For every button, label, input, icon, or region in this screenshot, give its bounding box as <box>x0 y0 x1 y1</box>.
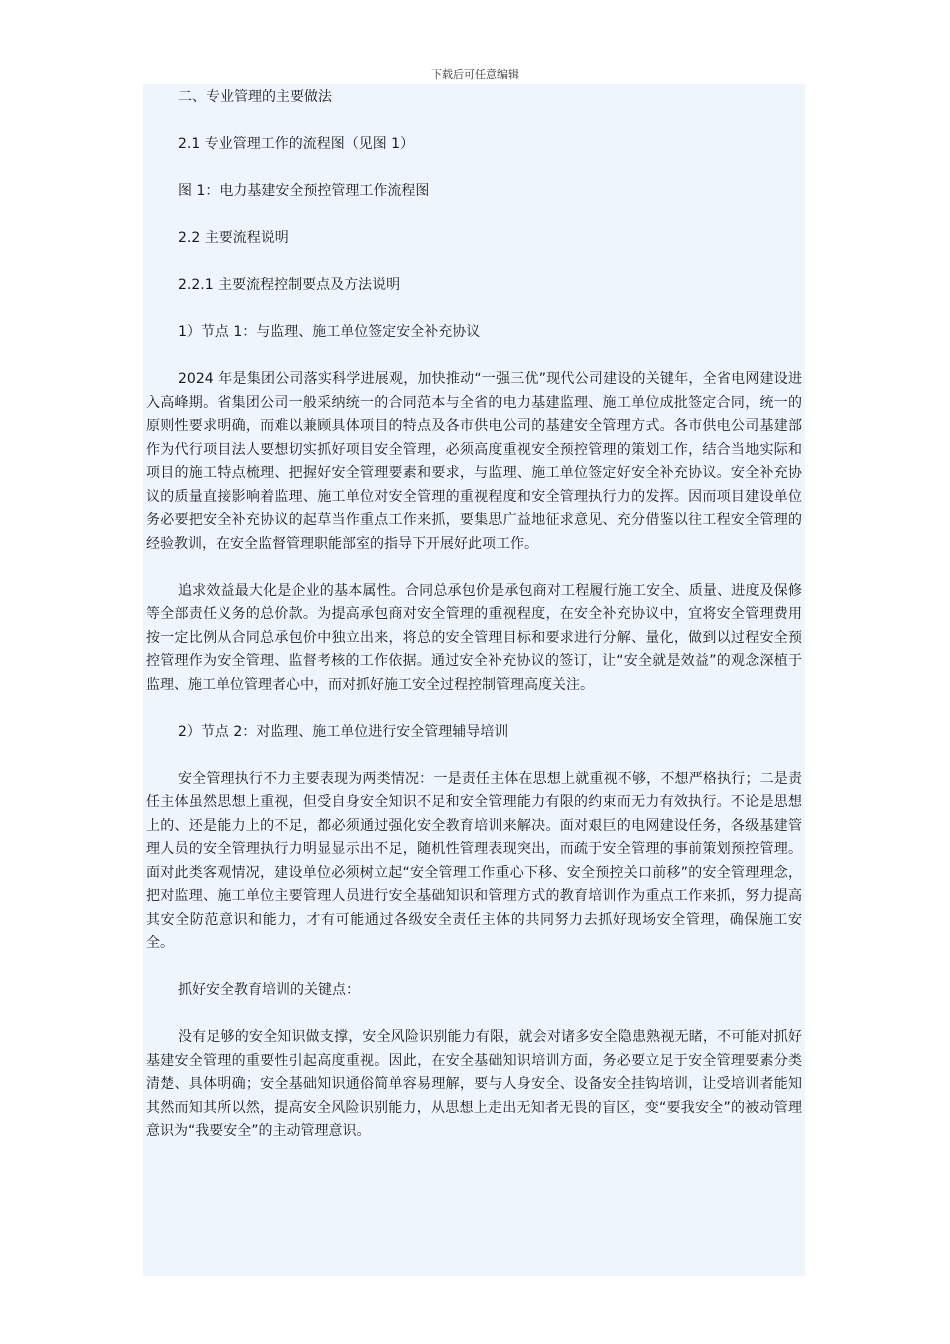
body-paragraph: 2024 年是集团公司落实科学进展观，加快推动“一强三优”现代公司建设的关键年，全省电网建设进入高峰期。省集团公司一般采纳统一的合同范本与全省的电力基建监理、施工单位成批签定合同，统一的原则性要求明确，而难以兼顾具体项目的特点及各市供电公司的基建安全管理方式。各市供电公司基建部作为代行项目法人要想切实抓好项目安全管理，必须高度重视安全预控管理的策划工作，结合当地实际和项目的施工特点梳理、把握好安全管理要素和要求，与监理、施工单位签定好安全补充协议。安全补充协议的质量直接影响着监理、施工单位对安全管理的重视程度和安全管理执行力的发挥。因而项目建设单位务必要把安全补充协议的起草当作重点工作来抓，要集思广益地征求意见、充分借鉴以往工程安全管理的经验教训，在安全监督管理职能部室的指导下开展好此项工作。 <box>146 371 802 552</box>
document-body <box>143 84 805 1276</box>
figure-caption: 图 1：电力基建安全预控管理工作流程图 <box>178 183 430 199</box>
body-paragraph: 追求效益最大化是企业的基本属性。合同总承包价是承包商对工程履行施工安全、质量、进度及保修等全部责任义务的总价款。为提高承包商对安全管理的重视程度，在安全补充协议中，宜将安全管理费用按一定比例从合同总承包价中独立出来，将总的安全管理目标和要求进行分解、量化，做到以过程安全预控管理作为安全管理、监督考核的工作依据。通过安全补充协议的签订，让“安全就是效益”的观念深植于监理、施工单位管理者心中，而对抓好施工安全过程控制管理高度关注。 <box>146 582 802 693</box>
subsection-heading: 2.2.1 主要流程控制要点及方法说明 <box>178 277 401 293</box>
subsection-heading: 2.2 主要流程说明 <box>178 230 289 246</box>
section-heading: 二、专业管理的主要做法 <box>178 89 332 105</box>
body-paragraph: 安全管理执行不力主要表现为两类情况：一是责任主体在思想上就重视不够，不想严格执行；二是责任主体虽然思想上重视，但受自身安全知识不足和安全管理能力有限的约束而无力有效执行。不论是思想上的、还是能力上的不足，都必须通过强化安全教育培训来解决。面对艰巨的电网建设任务，各级基建管理人员的安全管理执行力明显显示出不足，随机性管理表现突出，而疏于安全管理的事前策划预控管理。面对此类客观情况，建设单位必须树立起“安全管理工作重心下移、安全预控关口前移”的安全管理理念，把对监理、施工单位主要管理人员进行安全基础知识和管理方式的教育培训作为重点工作来抓，努力提高其安全防范意识和能力，才有可能通过各级安全责任主体的共同努力去抓好现场安全管理，确保施工安全。 <box>146 770 802 951</box>
subsection-heading: 2.1 专业管理工作的流程图（见图 1） <box>178 136 415 152</box>
node-heading: 1）节点 1：与监理、施工单位签定安全补充协议 <box>178 324 481 340</box>
key-points-heading: 抓好安全教育培训的关键点： <box>178 982 360 998</box>
page-header-note: 下载后可任意编辑 <box>431 68 519 81</box>
body-paragraph: 没有足够的安全知识做支撑，安全风险识别能力有限，就会对诸多安全隐患熟视无睹，不可能对抓好基建安全管理的重要性引起高度重视。因此，在安全基础知识培训方面，务必要立足于安全管理要素分类清楚、具体明确；安全基础知识通俗简单容易理解，要与人身安全、设备安全挂钩培训，让受培训者能知其然而知其所以然，提高安全风险识别能力，从思想上走出无知者无畏的盲区，变“要我安全”的被动管理意识为“我要安全”的主动管理意识。 <box>146 1029 802 1139</box>
node-heading: 2）节点 2：对监理、施工单位进行安全管理辅导培训 <box>178 723 509 740</box>
